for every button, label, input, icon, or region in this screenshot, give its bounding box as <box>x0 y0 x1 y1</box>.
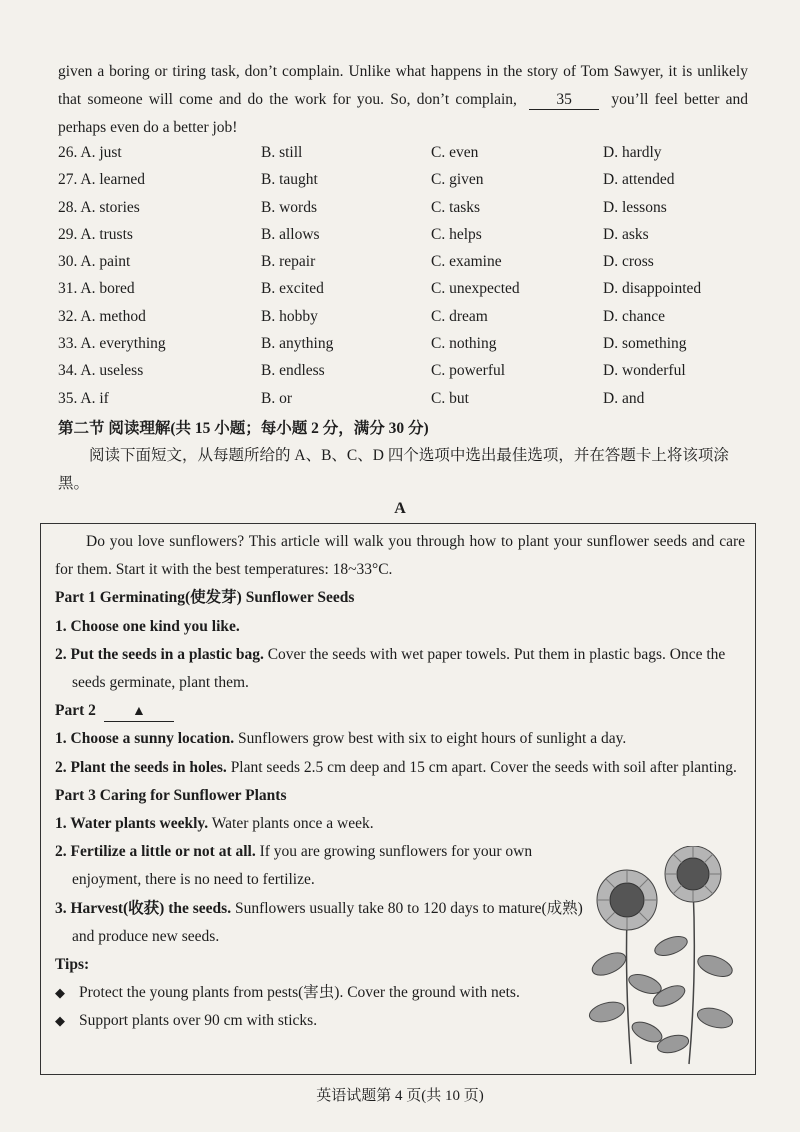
option-b: B. hobby <box>261 307 318 325</box>
passage-intro: Do you love sunflowers? This article will walk you through how to plant your sunflower seeds and care for them. Start it with the best temperatures: 18~33°C. <box>55 533 745 579</box>
cloze-options <box>58 140 758 413</box>
option-row-32 <box>58 304 758 331</box>
option-a: 32. A. method <box>58 307 146 325</box>
option-c: C. dream <box>431 307 488 325</box>
option-a: 27. A. learned <box>58 171 145 189</box>
item-text: Sunflowers usually take 80 to 120 days to mature(成熟) and produce new seeds. <box>72 899 583 945</box>
item-lead: 2. Put the seeds in a plastic bag. <box>55 645 264 663</box>
option-d: D. wonderful <box>603 362 686 380</box>
option-a: 29. A. trusts <box>58 225 133 243</box>
diamond-bullet-icon: ◆ <box>55 985 65 1001</box>
option-c: C. given <box>431 171 484 189</box>
option-b: B. still <box>261 144 303 161</box>
intro-text-2: you’ll feel better and perhaps even do a better job! <box>58 91 749 136</box>
answer-blank-35: 35 <box>529 91 599 110</box>
part1-item-1 <box>55 613 745 641</box>
item-lead: 1. Choose a sunny location. <box>55 730 235 748</box>
item-text: Cover the seeds with wet paper towels. Put them in plastic bags. Once the seeds germinate, plant them. <box>72 645 726 692</box>
item-lead: 2. Fertilize a little or not at all. <box>55 843 256 861</box>
option-c: C. examine <box>431 253 502 271</box>
option-b: B. excited <box>261 280 324 298</box>
option-b: B. allows <box>261 225 320 243</box>
tip-text: Support plants over 90 cm with sticks. <box>79 1012 318 1030</box>
part3-item-2 <box>55 838 592 894</box>
option-c: C. helps <box>431 225 482 243</box>
option-a: 34. A. useless <box>58 362 144 380</box>
option-d: D. hardly <box>603 144 662 161</box>
item-text: Sunflowers grow best with six to eight hours of sunlight a day. <box>234 730 627 748</box>
option-a: 35. A. if <box>58 389 109 407</box>
option-c: C. nothing <box>431 335 497 353</box>
option-d: D. disappointed <box>603 280 702 298</box>
option-a: 33. A. everything <box>58 335 166 353</box>
intro-text-1: given a boring or tiring task, don’t complain. Unlike what happens in the story of Tom Sawyer, it is unlikely that someone will come and do the work for you. So, don’t complain, <box>58 63 748 108</box>
option-b: B. taught <box>261 171 318 189</box>
option-row-34 <box>58 358 758 385</box>
part1-item-2 <box>55 641 745 697</box>
option-b: B. or <box>261 389 292 407</box>
item-lead: 3. Harvest(收获) the seeds. <box>55 899 232 917</box>
option-d: D. cross <box>603 253 654 271</box>
option-b: B. repair <box>261 253 316 271</box>
option-row-27 <box>58 167 758 194</box>
triangle-blank: ▲ <box>104 703 174 722</box>
cloze-passage-end <box>58 58 748 142</box>
option-row-31 <box>58 276 758 303</box>
item-text: Plant seeds 2.5 cm deep and 15 cm apart. Cover the seeds with soil after planting. <box>226 758 737 776</box>
option-row-33 <box>58 331 758 358</box>
part2-item-2 <box>55 754 745 782</box>
option-d: D. asks <box>603 225 649 243</box>
option-a: 28. A. stories <box>58 198 140 216</box>
sunflower-illustration <box>581 846 749 1066</box>
option-row-30 <box>58 249 758 276</box>
option-row-28 <box>58 195 758 222</box>
part3-title: Part 3 Caring for Sunflower Plants <box>55 786 287 804</box>
tips-title: Tips: <box>55 956 90 974</box>
option-d: D. attended <box>603 171 675 189</box>
option-b: B. words <box>261 198 317 216</box>
option-d: D. lessons <box>603 198 667 216</box>
option-d: D. and <box>603 389 645 407</box>
part2-title: Part 2 <box>55 702 96 720</box>
option-b: B. endless <box>261 362 325 380</box>
option-c: C. powerful <box>431 362 506 380</box>
page-footer: 英语试题第 4 页(共 10 页) <box>316 1088 484 1104</box>
section-title: 第二节 阅读理解(共 15 小题；每小题 2 分，满分 30 分) <box>58 420 429 437</box>
option-a: 31. A. bored <box>58 280 135 298</box>
part3-item-1 <box>55 810 745 838</box>
option-d: D. something <box>603 335 687 353</box>
option-d: D. chance <box>603 307 665 325</box>
option-row-26 <box>58 140 758 167</box>
option-a: 26. A. just <box>58 144 122 161</box>
option-c: C. but <box>431 389 469 407</box>
option-c: C. even <box>431 144 479 161</box>
diamond-bullet-icon: ◆ <box>55 1013 65 1029</box>
item-lead: 1. Choose one kind you like. <box>55 617 240 635</box>
part2-item-1 <box>55 725 745 753</box>
part2-heading <box>55 697 745 725</box>
item-text: If you are growing sunflowers for your own enjoyment, there is no need to fertilize. <box>72 843 533 889</box>
option-c: C. tasks <box>431 198 481 216</box>
part1-title: Part 1 Germinating(使发芽) Sunflower Seeds <box>55 589 355 607</box>
item-lead: 1. Water plants weekly. <box>55 815 209 833</box>
option-a: 30. A. paint <box>58 253 131 271</box>
passage-box <box>40 523 756 1075</box>
option-row-29 <box>58 222 758 249</box>
item-lead: 2. Plant the seeds in holes. <box>55 758 227 776</box>
part3-item-3 <box>55 895 592 951</box>
passage-letter: A <box>394 500 406 517</box>
tip-text: Protect the young plants from pests(害虫). Cover the ground with nets. <box>79 984 520 1002</box>
option-c: C. unexpected <box>431 280 520 298</box>
item-text: Water plants once a week. <box>208 815 374 833</box>
section-instructions: 阅读下面短文，从每题所给的 A、B、C、D 四个选项中选出最佳选项，并在答题卡上将该项涂黑。 <box>58 447 729 492</box>
option-b: B. anything <box>261 335 334 353</box>
option-row-35 <box>58 386 758 413</box>
